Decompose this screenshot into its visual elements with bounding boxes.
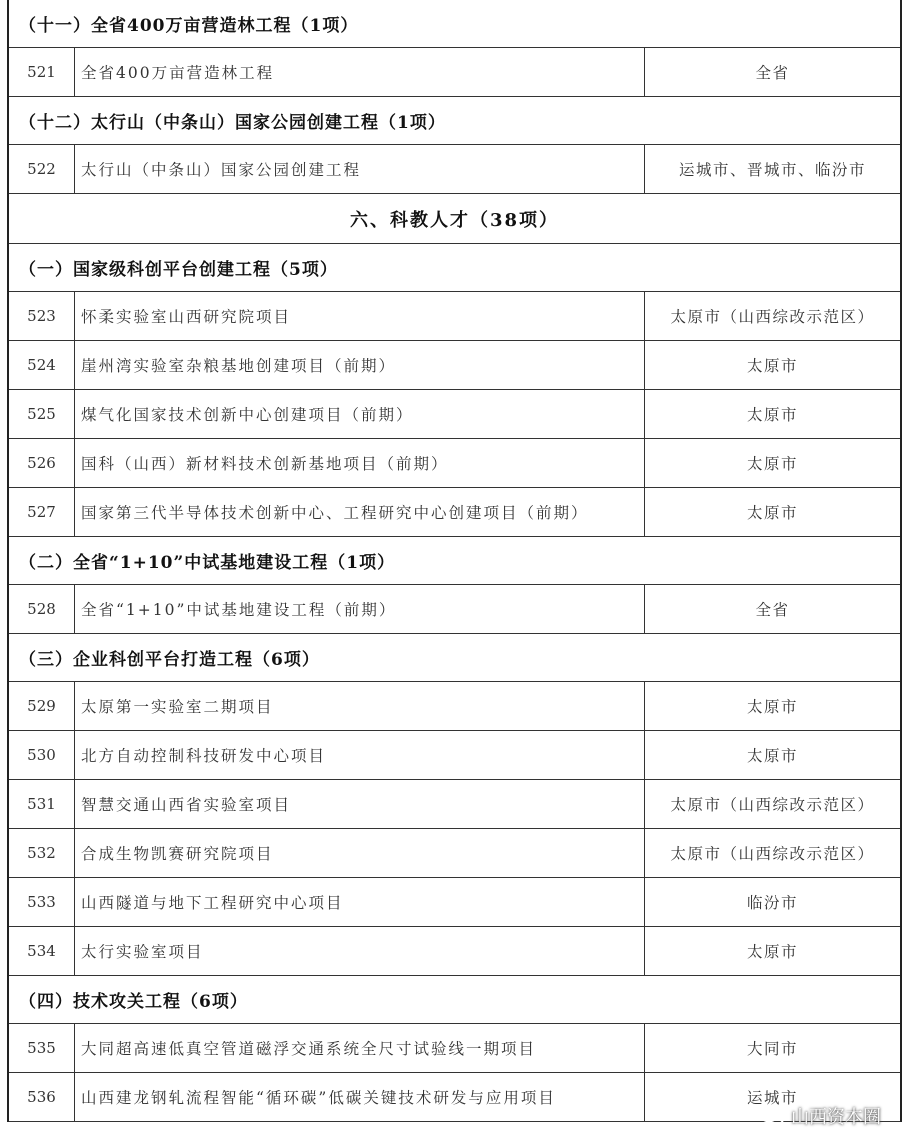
- project-name: 智慧交通山西省实验室项目: [75, 780, 645, 828]
- section-title: （一）国家级科创平台创建工程（5项）: [19, 260, 338, 280]
- row-number: 526: [9, 439, 75, 487]
- section-title: （三）企业科创平台打造工程（6项）: [19, 650, 320, 670]
- table-row: [9, 682, 900, 731]
- category-title: 六、科教人才（38项）: [349, 209, 560, 231]
- section-header-row: [9, 537, 900, 585]
- row-number: 533: [9, 878, 75, 926]
- project-location: 太原市: [746, 747, 798, 765]
- project-name: 全省400万亩营造林工程: [75, 48, 645, 96]
- row-number: 530: [9, 731, 75, 779]
- project-name: 国家第三代半导体技术创新中心、工程研究中心创建项目（前期）: [75, 488, 645, 536]
- project-location: 太原市（山西综改示范区）: [670, 796, 875, 814]
- wechat-icon: [759, 1105, 785, 1127]
- section-header-row: [9, 976, 900, 1024]
- row-number: 525: [9, 390, 75, 438]
- project-name: 全省“1+10”中试基地建设工程（前期）: [75, 585, 645, 633]
- row-number: 535: [9, 1024, 75, 1072]
- section-title: （二）全省“1+10”中试基地建设工程（1项）: [19, 553, 396, 573]
- section-title: （十一）全省400万亩营造林工程（1项）: [19, 16, 359, 36]
- row-number: 523: [9, 292, 75, 340]
- table-row: [9, 390, 900, 439]
- row-number: 528: [9, 585, 75, 633]
- project-name: 北方自动控制科技研发中心项目: [75, 731, 645, 779]
- project-location: 太原市: [746, 406, 798, 424]
- project-location: 太原市（山西综改示范区）: [670, 845, 875, 863]
- project-name: 怀柔实验室山西研究院项目: [75, 292, 645, 340]
- table-row: [9, 292, 900, 341]
- project-location: 太原市（山西综改示范区）: [670, 308, 875, 326]
- table-row: [9, 780, 900, 829]
- section-header-row: [9, 97, 900, 145]
- table-row: [9, 878, 900, 927]
- project-name: 太原第一实验室二期项目: [75, 682, 645, 730]
- watermark-text: 山西资本圈: [791, 1107, 881, 1128]
- row-number: 532: [9, 829, 75, 877]
- project-name: 山西隧道与地下工程研究中心项目: [75, 878, 645, 926]
- table-row: [9, 145, 900, 194]
- project-location: 全省: [755, 64, 790, 82]
- project-location: 太原市: [746, 455, 798, 473]
- row-number: 536: [9, 1073, 75, 1121]
- row-number: 527: [9, 488, 75, 536]
- project-location: 太原市: [746, 504, 798, 522]
- table-row: [9, 439, 900, 488]
- project-location: 太原市: [746, 943, 798, 961]
- project-table: [7, 0, 902, 1122]
- row-number: 531: [9, 780, 75, 828]
- project-location: 太原市: [746, 698, 798, 716]
- row-number: 529: [9, 682, 75, 730]
- project-name: 太行山（中条山）国家公园创建工程: [75, 145, 645, 193]
- project-location: 全省: [755, 601, 790, 619]
- project-name: 山西建龙钢轧流程智能“循环碳”低碳关键技术研发与应用项目: [75, 1073, 645, 1121]
- project-location: 临汾市: [746, 894, 798, 912]
- section-header-row: [9, 244, 900, 292]
- row-number: 534: [9, 927, 75, 975]
- project-name: 崖州湾实验室杂粮基地创建项目（前期）: [75, 341, 645, 389]
- project-location: 大同市: [746, 1040, 798, 1058]
- table-row: [9, 585, 900, 634]
- table-row: [9, 488, 900, 537]
- section-header-row: [9, 634, 900, 682]
- project-name: 煤气化国家技术创新中心创建项目（前期）: [75, 390, 645, 438]
- section-header-row: [9, 0, 900, 48]
- project-location: 太原市: [746, 357, 798, 375]
- project-name: 太行实验室项目: [75, 927, 645, 975]
- row-number: 521: [9, 48, 75, 96]
- table-row: [9, 927, 900, 976]
- category-header-row: [9, 194, 900, 244]
- project-location: 运城市: [746, 1089, 798, 1107]
- project-location: 运城市、晋城市、临汾市: [678, 161, 866, 179]
- table-row: [9, 829, 900, 878]
- section-title: （四）技术攻关工程（6项）: [19, 992, 248, 1012]
- project-name: 合成生物凯赛研究院项目: [75, 829, 645, 877]
- project-name: 国科（山西）新材料技术创新基地项目（前期）: [75, 439, 645, 487]
- section-title: （十二）太行山（中条山）国家公园创建工程（1项）: [19, 113, 446, 133]
- table-row: [9, 341, 900, 390]
- table-row: [9, 731, 900, 780]
- table-row: [9, 48, 900, 97]
- row-number: 524: [9, 341, 75, 389]
- row-number: 522: [9, 145, 75, 193]
- table-row: [9, 1024, 900, 1073]
- project-name: 大同超高速低真空管道磁浮交通系统全尺寸试验线一期项目: [75, 1024, 645, 1072]
- watermark: [759, 1103, 881, 1129]
